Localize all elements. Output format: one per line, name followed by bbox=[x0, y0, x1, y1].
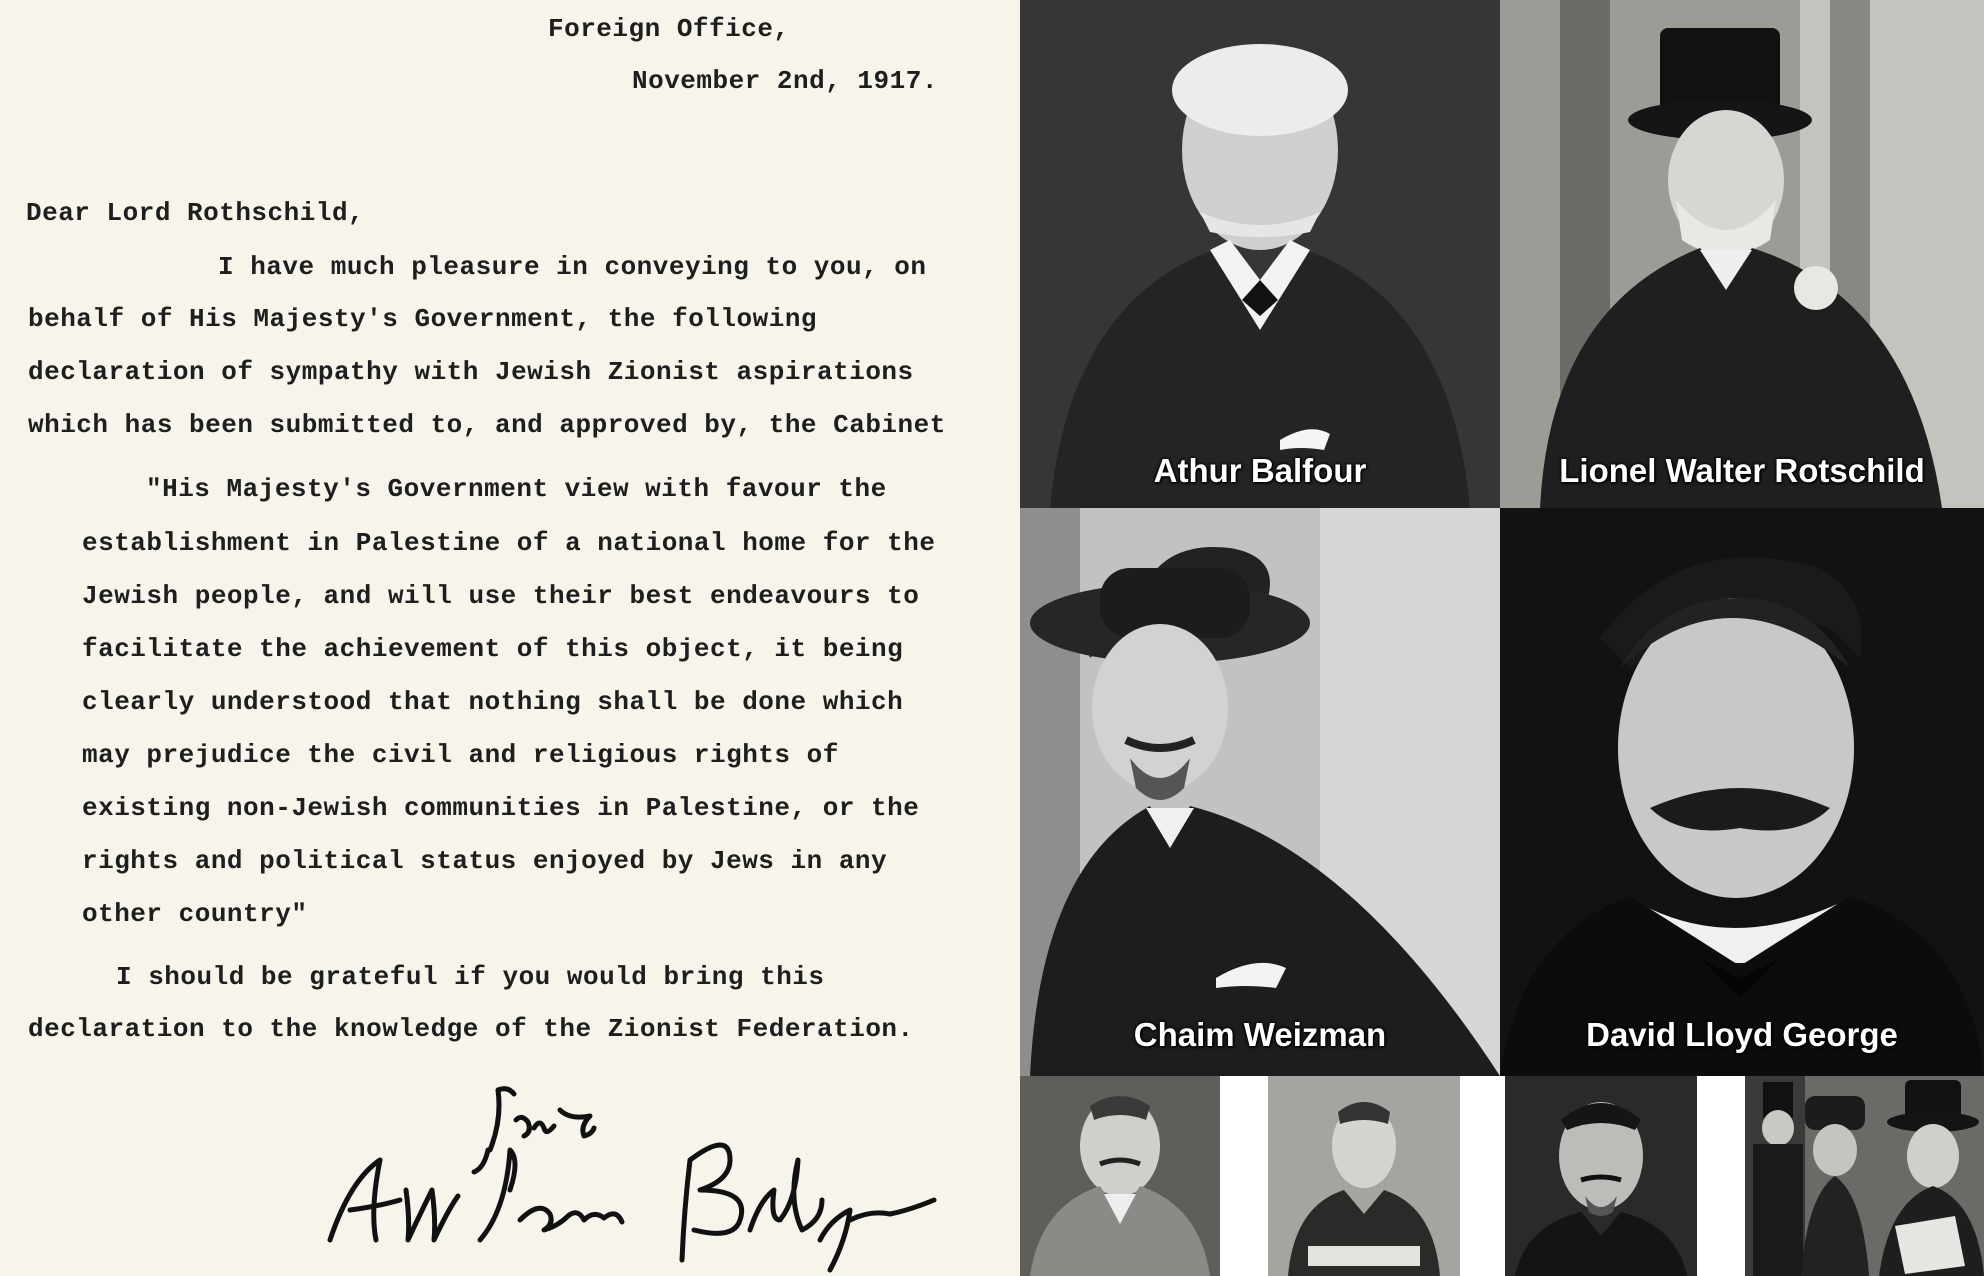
portrait-image bbox=[1268, 1076, 1460, 1276]
letter-line: I should be grateful if you would bring this bbox=[116, 962, 825, 992]
portrait-small-1 bbox=[1020, 1076, 1220, 1276]
caption-weizmann: Chaim Weizman bbox=[1133, 1016, 1387, 1053]
portrait-image bbox=[1745, 1076, 1984, 1276]
portrait-image bbox=[1020, 1076, 1220, 1276]
portrait-image bbox=[1020, 508, 1500, 1076]
letter-line: declaration to the knowledge of the Zionist Federation. bbox=[28, 1014, 914, 1044]
letter-line: declaration of sympathy with Jewish Zionist aspirations bbox=[28, 357, 914, 387]
declaration-line: existing non-Jewish communities in Palestine, or the bbox=[82, 793, 920, 823]
portrait-image bbox=[1505, 1076, 1697, 1276]
caption-balfour: Athur Balfour bbox=[1153, 452, 1367, 489]
declaration-line: Jewish people, and will use their best endeavours to bbox=[82, 581, 920, 611]
portrait-small-4 bbox=[1745, 1076, 1984, 1276]
handwritten-signature bbox=[310, 1070, 970, 1276]
declaration-line: rights and political status enjoyed by Jews in any bbox=[82, 846, 888, 876]
portrait-image bbox=[1020, 0, 1500, 508]
declaration-line: other country" bbox=[82, 899, 308, 929]
letter-header-date: November 2nd, 1917. bbox=[632, 66, 938, 96]
declaration-line: may prejudice the civil and religious rights of bbox=[82, 740, 839, 770]
letter-line: which has been submitted to, and approved by, the Cabinet bbox=[28, 410, 946, 440]
letter-salutation: Dear Lord Rothschild, bbox=[26, 198, 365, 228]
declaration-line: clearly understood that nothing shall be done which bbox=[82, 687, 904, 717]
portrait-arthur-balfour bbox=[1020, 0, 1500, 508]
letter-line: behalf of His Majesty's Government, the following bbox=[28, 304, 818, 334]
portrait-david-lloyd-george bbox=[1500, 508, 1984, 1076]
declaration-line: "His Majesty's Government view with favour the bbox=[146, 474, 887, 504]
portrait-small-2 bbox=[1268, 1076, 1460, 1276]
letter-line: I have much pleasure in conveying to you, on bbox=[218, 252, 927, 282]
letter-header-office: Foreign Office, bbox=[548, 14, 790, 44]
portrait-small-3 bbox=[1505, 1076, 1697, 1276]
portrait-image bbox=[1500, 508, 1984, 1076]
portrait-lionel-walter-rothschild bbox=[1500, 0, 1984, 508]
caption-lloyd-george: David Lloyd George bbox=[1586, 1016, 1898, 1053]
declaration-line: facilitate the achievement of this object, it being bbox=[82, 634, 904, 664]
caption-rothschild: Lionel Walter Rotschild bbox=[1559, 452, 1925, 489]
portrait-image bbox=[1500, 0, 1984, 508]
portrait-chaim-weizmann bbox=[1020, 508, 1500, 1076]
declaration-line: establishment in Palestine of a national home for the bbox=[82, 528, 936, 558]
